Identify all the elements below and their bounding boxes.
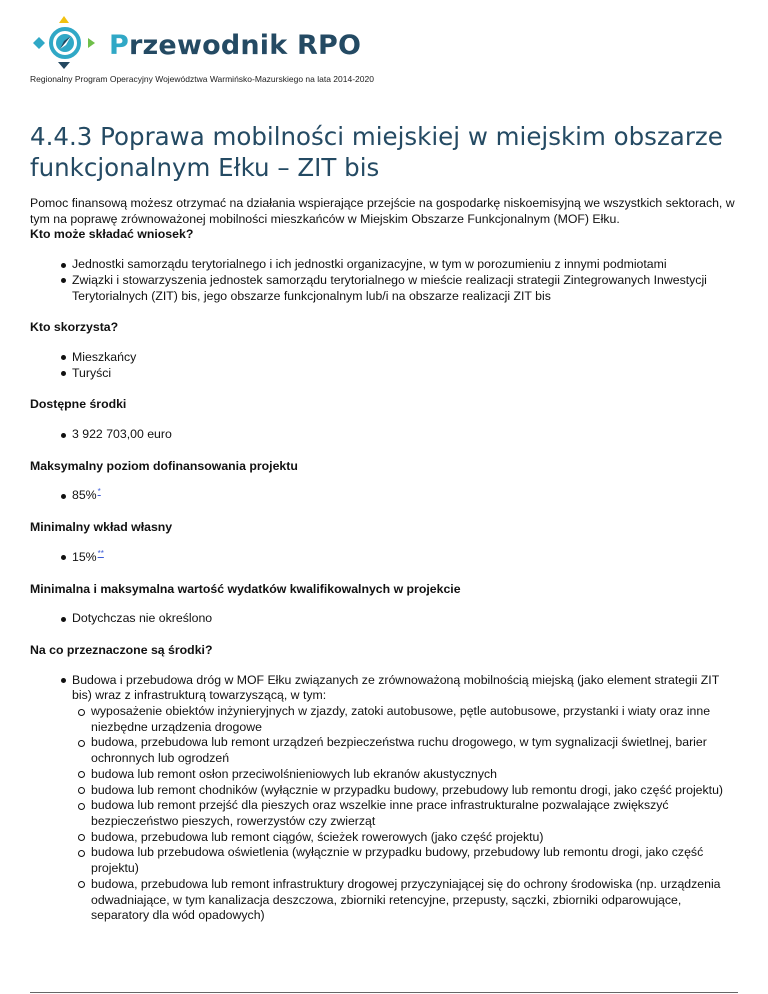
brand-name-first-letter: P xyxy=(109,30,129,61)
list-eligible-costs xyxy=(30,611,742,627)
list-purpose-sub-items xyxy=(72,704,742,924)
list-item: 3 922 703,00 euro xyxy=(30,427,742,443)
heading-max-cofinancing: Maksymalny poziom dofinansowania projektu xyxy=(30,458,298,473)
footnote-link[interactable]: * xyxy=(97,487,101,497)
compass-icon xyxy=(30,14,98,72)
sub-list-item: budowa, przebudowa lub remont infrastruktury drogowej przyczyniającej się do ochrony środowiska (np. urządzenia odwadniające, w tym kanalizacja deszczowa, zbiorniki retencyjne, przepusty, sączki, zbiorniki odparowujące, separatory dla wód opadowych) xyxy=(72,877,742,924)
sub-list-item: budowa lub remont przejść dla pieszych oraz wszelkie inne prace infrastrukturalne pozwalające zwiększyć bezpieczeństwo pieszych, rowerzystów czy zwierząt xyxy=(72,798,742,829)
list-purpose xyxy=(30,673,742,924)
list-min-contribution xyxy=(30,550,742,566)
sub-list-item: budowa, przebudowa lub remont ciągów, ścieżek rowerowych (jako część projektu) xyxy=(72,830,742,846)
sub-list-item: budowa lub przebudowa oświetlenia (wyłącznie w przypadku budowy, przebudowy lub remontu drogi, jako część projektu) xyxy=(72,845,742,876)
list-item xyxy=(30,550,742,566)
min-contribution-value: 15% xyxy=(72,549,97,564)
page-divider xyxy=(30,992,738,993)
brand-subtitle: Regionalny Program Operacyjny Województwa Warmińsko-Mazurskiego na lata 2014-2020 xyxy=(30,74,374,84)
heading-who-can-apply: Kto może składać wniosek? xyxy=(30,227,194,242)
list-funds xyxy=(30,427,742,443)
heading-purpose: Na co przeznaczone są środki? xyxy=(30,642,213,657)
list-who-can-apply xyxy=(30,257,742,304)
sub-list-item: wyposażenie obiektów inżynieryjnych w zjazdy, zatoki autobusowe, pętle autobusowe, przystanki i wiaty oraz inne niezbędne urządzenia drogowe xyxy=(72,704,742,735)
sub-list-item: budowa lub remont osłon przeciwolśnieniowych lub ekranów akustycznych xyxy=(72,767,742,783)
list-item: Turyści xyxy=(30,366,742,382)
page-title: 4.4.3 Poprawa mobilności miejskiej w miejskim obszarze funkcjonalnym Ełku – ZIT bis xyxy=(30,122,723,182)
footnote-link[interactable]: ** xyxy=(97,548,104,558)
intro-text: Pomoc finansową możesz otrzymać na działania wspierające przejście na gospodarkę niskoemisyjną we wszystkich sektorach, w tym na poprawę zrównoważonej mobilności mieszkańców w Miejskim Obszarze Funkcjonalnym (MOF) Ełku. xyxy=(30,196,735,226)
list-beneficiaries xyxy=(30,350,742,381)
page-header xyxy=(30,14,750,84)
max-cofinancing-value: 85% xyxy=(72,488,97,503)
heading-eligible-costs: Minimalna i maksymalna wartość wydatków kwalifikowalnych w projekcie xyxy=(30,581,461,596)
list-item: Dotychczas nie określono xyxy=(30,611,742,627)
heading-min-contribution: Minimalny wkład własny xyxy=(30,520,173,535)
list-item: Jednostki samorządu terytorialnego i ich jednostki organizacyjne, w tym w porozumieniu z innymi podmiotami xyxy=(30,257,742,273)
purpose-main-item: Budowa i przebudowa dróg w MOF Ełku związanych ze zrównoważoną mobilnością miejską (jako element strategii ZIT bis) wraz z infrastrukturą towarzyszącą, w tym: xyxy=(72,672,720,703)
list-max-cofinancing xyxy=(30,488,742,504)
sub-list-item: budowa, przebudowa lub remont urządzeń bezpieczeństwa ruchu drogowego, w tym sygnalizacji świetlnej, barier ochronnych lub ogrodzeń xyxy=(72,735,742,766)
list-item: Mieszkańcy xyxy=(30,350,742,366)
list-item: Związki i stowarzyszenia jednostek samorządu terytorialnego w mieście realizacji strategii Zintegrowanych Inwestycji Terytorialnych (ZIT) bis, jego obszarze funkcjonalnym lub/i na obszarze realizacji ZIT bis xyxy=(30,273,742,304)
sub-list-item: budowa lub remont chodników (wyłącznie w przypadku budowy, przebudowy lub remontu drogi, jako część projektu) xyxy=(72,783,742,799)
list-item xyxy=(30,488,742,504)
heading-beneficiaries: Kto skorzysta? xyxy=(30,320,119,335)
brand-name[interactable] xyxy=(109,30,361,61)
heading-funds: Dostępne środki xyxy=(30,397,127,412)
main-content xyxy=(30,196,742,940)
brand-name-rest: rzewodnik RPO xyxy=(129,30,362,61)
list-item xyxy=(30,673,742,924)
